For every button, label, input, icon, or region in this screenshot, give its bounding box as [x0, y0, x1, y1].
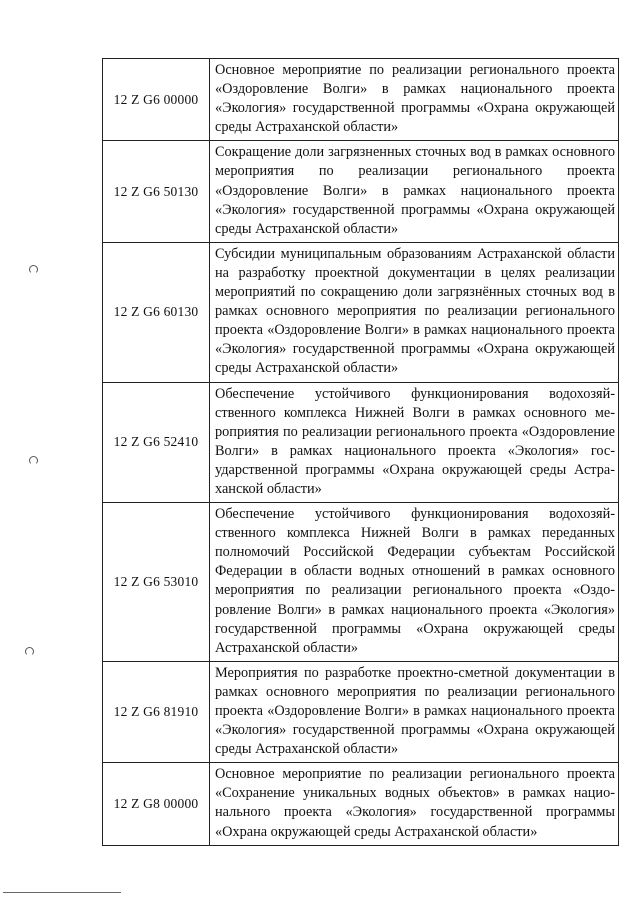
budget-classification-table [102, 58, 619, 846]
classification-code: 12 Z G6 60130 [103, 242, 210, 382]
item-description: Субсидии муниципальным образованиям Астраханской области на разработку проектной документации в целях реализации мероприятий по сокращению доли загрязнённых сточных вод в рамках основного мероприятия по реализации регионального проекта «Оздоровление Волги» в рамках национального проекта «Экология» государственной программы «Охрана окружающей среды Астраханской области» [210, 242, 619, 382]
classification-code: 12 Z G6 53010 [103, 503, 210, 662]
item-description: Обеспечение устойчивого функционирования водохозяйственного комплекса Нижней Волги в рамках основного мероприятия по реализации регионального проекта «Оздоровление Волги» в рамках национального проекта «Экология» государственной программы «Охрана окружающей среды Астраханской области» [210, 382, 619, 503]
item-description: Сокращение доли загрязненных сточных вод в рамках основного мероприятия по реализации регионального проекта «Оздоровление Волги» в рамках национального проекта «Экология» государственной программы «Охрана окружающей среды Астраханской области» [210, 141, 619, 242]
classification-code: 12 Z G6 00000 [103, 59, 210, 141]
binding-hole-mark-icon [29, 456, 38, 465]
table-row [103, 242, 619, 382]
table-row [103, 503, 619, 662]
table-row [103, 382, 619, 503]
binding-hole-mark-icon [25, 647, 34, 656]
table-row [103, 763, 619, 845]
classification-code: 12 Z G6 52410 [103, 382, 210, 503]
classification-code: 12 Z G8 00000 [103, 763, 210, 845]
table-row [103, 59, 619, 141]
item-description: Основное мероприятие по реализации регионального проекта «Сохранение уникальных водных объектов» в рамках национального проекта «Экология» государственной программы «Охрана окружающей среды Астраханской области» [210, 763, 619, 845]
table-row [103, 661, 619, 762]
item-description: Обеспечение устойчивого функционирования водохозяйственного комплекса Нижней Волги в рамках переданных полномочий Российской Федерации субъектам Российской Федерации в области водных отношений в рамках основного мероприятия по реализации регионального проекта «Оздоровление Волги» в рамках национального проекта «Экология» государственной программы «Охрана окружающей среды Астраханской области» [210, 503, 619, 662]
item-description: Основное мероприятие по реализации регионального проекта «Оздоровление Волги» в рамках национального проекта «Экология» государственной программы «Охрана окружающей среды Астраханской области» [210, 59, 619, 141]
item-description: Мероприятия по разработке проектно-сметной документации в рамках основного мероприятия по реализации регионального проекта «Оздоровление Волги» в рамках национального проекта «Экология» государственной программы «Охрана окружающей среды Астраханской области» [210, 661, 619, 762]
classification-code: 12 Z G6 50130 [103, 141, 210, 242]
table-row [103, 141, 619, 242]
classification-code: 12 Z G6 81910 [103, 661, 210, 762]
footer-rule [3, 892, 121, 893]
binding-hole-mark-icon [29, 265, 38, 274]
